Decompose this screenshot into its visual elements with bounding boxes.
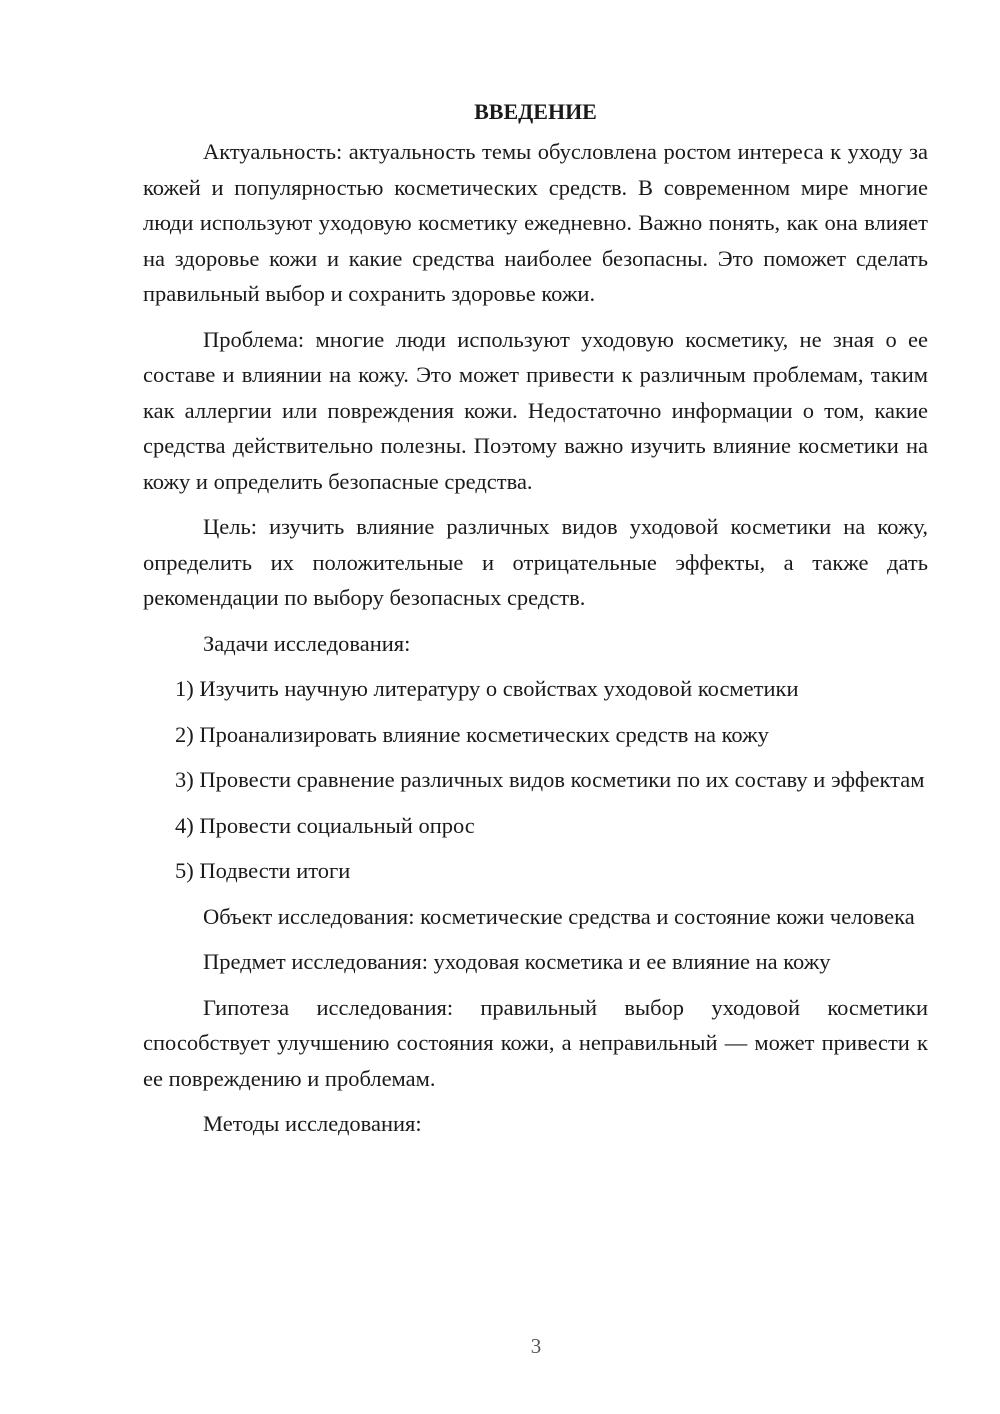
paragraph-methods: Методы исследования: [203,1111,422,1136]
paragraph-relevance: Актуальность: актуальность темы обусловлена ростом интереса к уходу за кожей и популярностью косметических средств. В современном мире многие люди используют уходовую косметику ежедневно. Важно понять, как она влияет на здоровье кожи и какие средства наиболее безопасны. Это поможет сделать правильный выбор и сохранить здоровье кожи. [143,139,928,306]
paragraph-hypothesis: Гипотеза исследования: правильный выбор уходовой косметики способствует улучшению состояния кожи, а неправильный — может привести к ее повреждению и проблемам. [143,994,928,1091]
page-number: 3 [530,1334,542,1358]
paragraph-subject: Предмет исследования: уходовая косметика и ее влияние на кожу [203,949,831,974]
page-content [143,94,928,1152]
task-item: 1) Изучить научную литературу о свойствах уходовой косметики [175,676,799,701]
paragraph-object: Объект исследования: косметические средства и состояние кожи человека [203,903,915,929]
task-item: 2) Проанализировать влияние косметических средств на кожу [175,721,769,747]
section-heading: ВВЕДЕНИЕ [474,99,597,124]
paragraph-tasks-intro: Задачи исследования: [203,630,411,656]
task-item: 4) Провести социальный опрос [175,812,475,838]
paragraph-goal: Цель: изучить влияние различных видов уходовой косметики на кожу, определить их положительные и отрицательные эффекты, а также дать рекомендации по выбору безопасных средств. [143,514,928,610]
task-item: 5) Подвести итоги [175,858,351,883]
task-item: 3) Провести сравнение различных видов косметики по их составу и эффектам [175,767,925,792]
paragraph-problem: Проблема: многие люди используют уходовую косметику, не зная о ее составе и влиянии на кожу. Это может привести к различным проблемам, таким как аллергии или повреждения кожи. Недостаточно информации о том, какие средства действительно полезны. Поэтому важно изучить влияние косметики на кожу и определить безопасные средства. [143,326,928,494]
